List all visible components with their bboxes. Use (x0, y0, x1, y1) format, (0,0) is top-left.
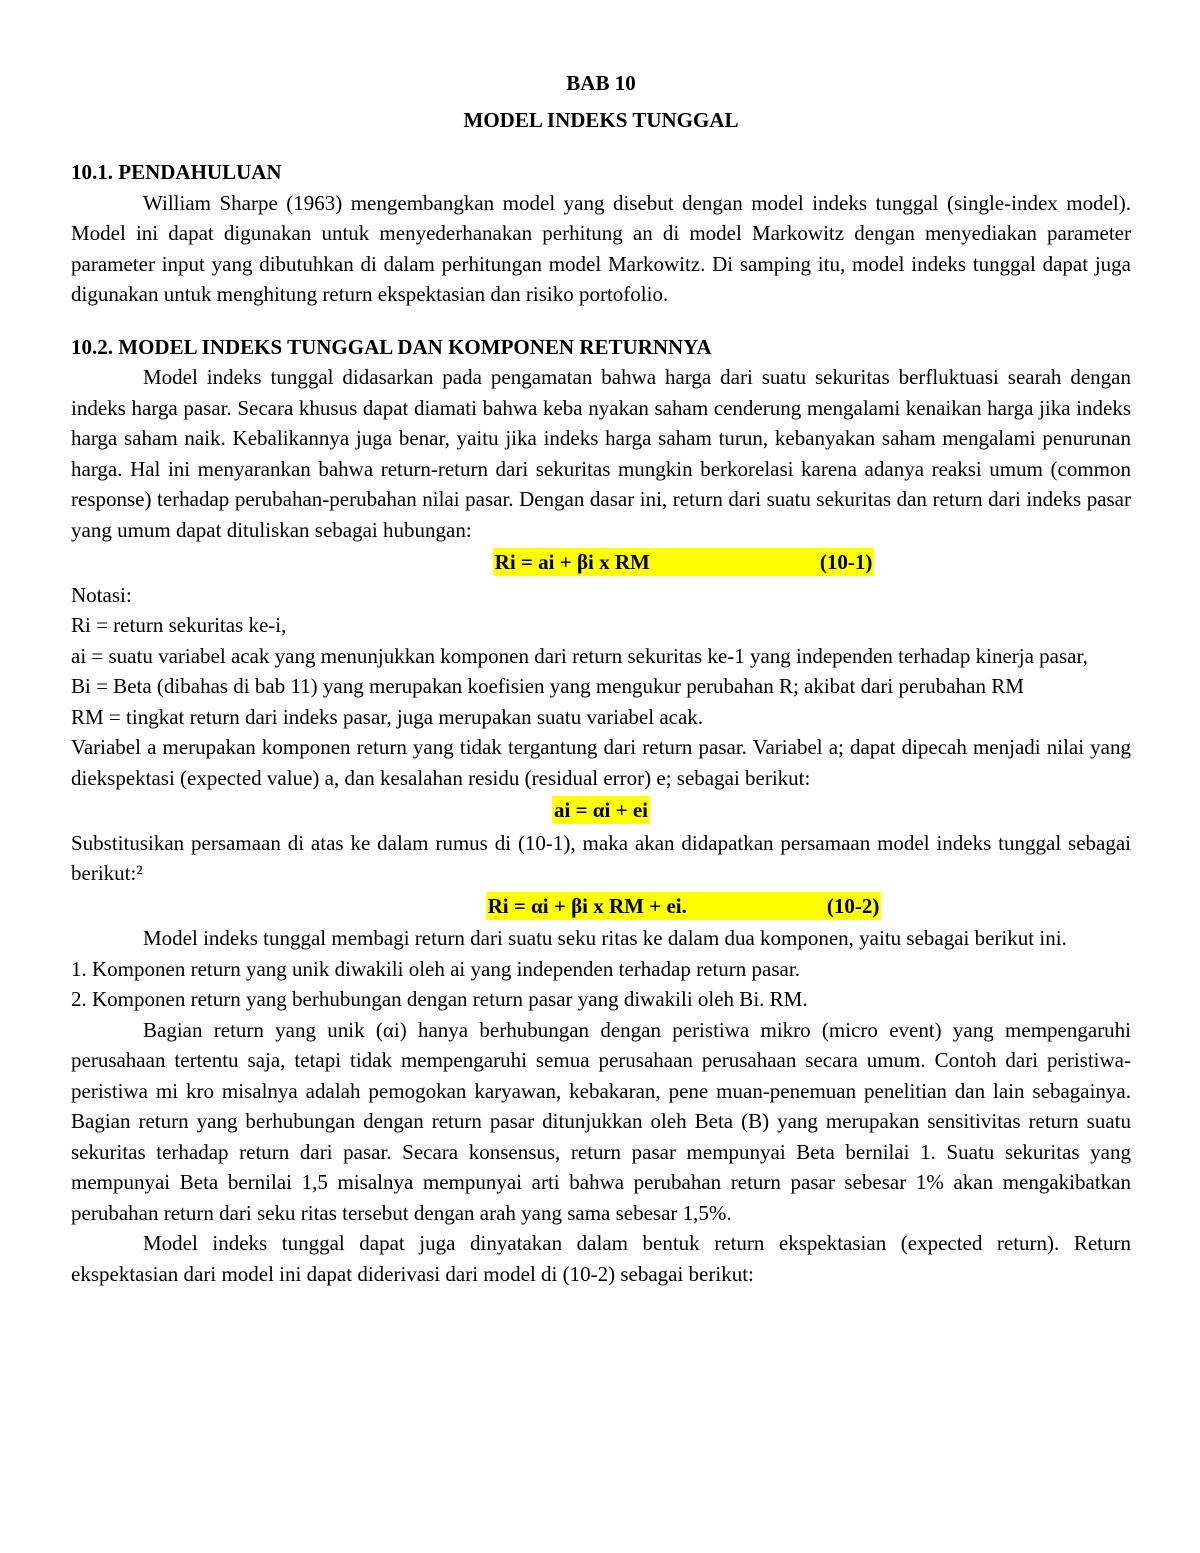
paragraph-model-basis: Model indeks tunggal didasarkan pada pengamatan bahwa harga dari suatu sekuritas berfluktuasi searah dengan indeks harga pasar. Secara khusus dapat diamati bahwa keba nyakan saham cenderung mengalami kenaikan harga jika indeks harga saham naik. Kebalikannya juga benar, yaitu jika indeks harga saham turun, kebanyakan saham mengalami penurunan harga. Hal ini menyarankan bahwa return-return dari sekuritas mungkin berkorelasi karena adanya reaksi umum (common response) terhadap perubahan-perubahan nilai pasar. Dengan dasar ini, return dari suatu sekuritas dan return dari indeks pasar yang umum dapat dituliskan sebagai hubungan: (71, 365, 1131, 542)
paragraph-variable-a: Variabel a merupakan komponen return yang tidak tergantung dari return pasar. Variabel a; dapat dipecah menjadi nilai yang diekspektasi (expected value) a, dan kesalahan residu (residual error) e; sebagai berikut: (71, 735, 1131, 790)
paragraph-unique-return: Bagian return yang unik (αi) hanya berhubungan dengan peristiwa mikro (micro event) yang mempengaruhi perusahaan tertentu saja, tetapi tidak mempengaruhi semua perusahaan perusahaan secara umum. Contoh dari peristiwa-peristiwa mi kro misalnya adalah pemogokan karyawan, kebakaran, pene muan-penemuan penelitian dan lain sebagainya. Bagian return yang berhubungan dengan return pasar ditunjukkan oleh Beta (B) yang merupakan sensitivitas return suatu sekuritas terhadap return dari pasar. Secara konsensus, return pasar mempunyai Beta bernilai 1. Suatu sekuritas yang mempunyai Beta bernilai 1,5 misalnya mempunyai arti bahwa perubahan return pasar sebesar 1% akan mengakibatkan perubahan return dari seku ritas tersebut dengan arah yang sama sebesar 1,5%. (71, 1017, 1131, 1225)
notation-label: Notasi: (71, 582, 132, 607)
formula-expression: Ri = αi + βi x RM + ei. (487, 893, 687, 918)
list-item: 2. Komponen return yang berhubungan dengan return pasar yang diwakili oleh Bi. RM. (71, 987, 808, 1011)
formula-10-2 (71, 891, 1131, 922)
section-heading-model: 10.2. MODEL INDEKS TUNGGAL DAN KOMPONEN RETURNNYA (71, 334, 712, 359)
chapter-title: MODEL INDEKS TUNGGAL (463, 107, 739, 132)
formula-highlight: ai = αi + ei (554, 798, 648, 822)
paragraph-substitution: Substitusikan persamaan di atas ke dalam rumus di (10-1), maka akan didapatkan persamaan model indeks tunggal sebagai berikut:² (71, 830, 1131, 885)
section-heading-pendahuluan: 10.1. PENDAHULUAN (71, 160, 282, 184)
section-gap (71, 310, 1131, 332)
paragraph-intro: William Sharpe (1963) mengembangkan model yang disebut dengan model indeks tunggal (single-index model). Model ini dapat digunakan untuk menyederhanakan perhitung an di model Markowitz dengan menyediakan parameter parameter input yang dibutuhkan di dalam perhitungan model Markowitz. Di samping itu, model indeks tunggal dapat juga digunakan untuk menghitung return ekspektasian dan risiko portofolio. (71, 190, 1131, 306)
paragraph-expected-return: Model indeks tunggal dapat juga dinyatakan dalam bentuk return ekspektasian (expected return). Return ekspektasian dari model ini dapat diderivasi dari model di (10-2) sebagai berikut: (71, 1231, 1131, 1286)
notation-item: ai = suatu variabel acak yang menunjukkan komponen dari return sekuritas ke-1 yang independen terhadap kinerja pasar, (71, 643, 1088, 668)
document-page (71, 68, 1131, 1289)
formula-highlight (493, 548, 875, 576)
formula-ai (71, 795, 1131, 826)
notation-item: Ri = return sekuritas ke-i, (71, 613, 287, 637)
notation-item: Bi = Beta (dibahas di bab 11) yang merupakan koefisien yang mengukur perubahan R; akibat dari perubahan RM (71, 674, 1024, 698)
chapter-label: BAB 10 (566, 71, 636, 95)
formula-number: (10-1) (819, 550, 873, 574)
formula-highlight (486, 892, 882, 920)
list-item: 1. Komponen return yang unik diwakili oleh ai yang independen terhadap return pasar. (71, 956, 800, 981)
formula-expression: Ri = ai + βi x RM (494, 550, 650, 574)
formula-number: (10-2) (826, 893, 880, 918)
notation-item: RM = tingkat return dari indeks pasar, juga merupakan suatu variabel acak. (71, 704, 704, 729)
formula-10-1 (71, 547, 1131, 578)
paragraph-two-components: Model indeks tunggal membagi return dari suatu seku ritas ke dalam dua komponen, yaitu sebagai berikut ini. (143, 926, 1067, 950)
